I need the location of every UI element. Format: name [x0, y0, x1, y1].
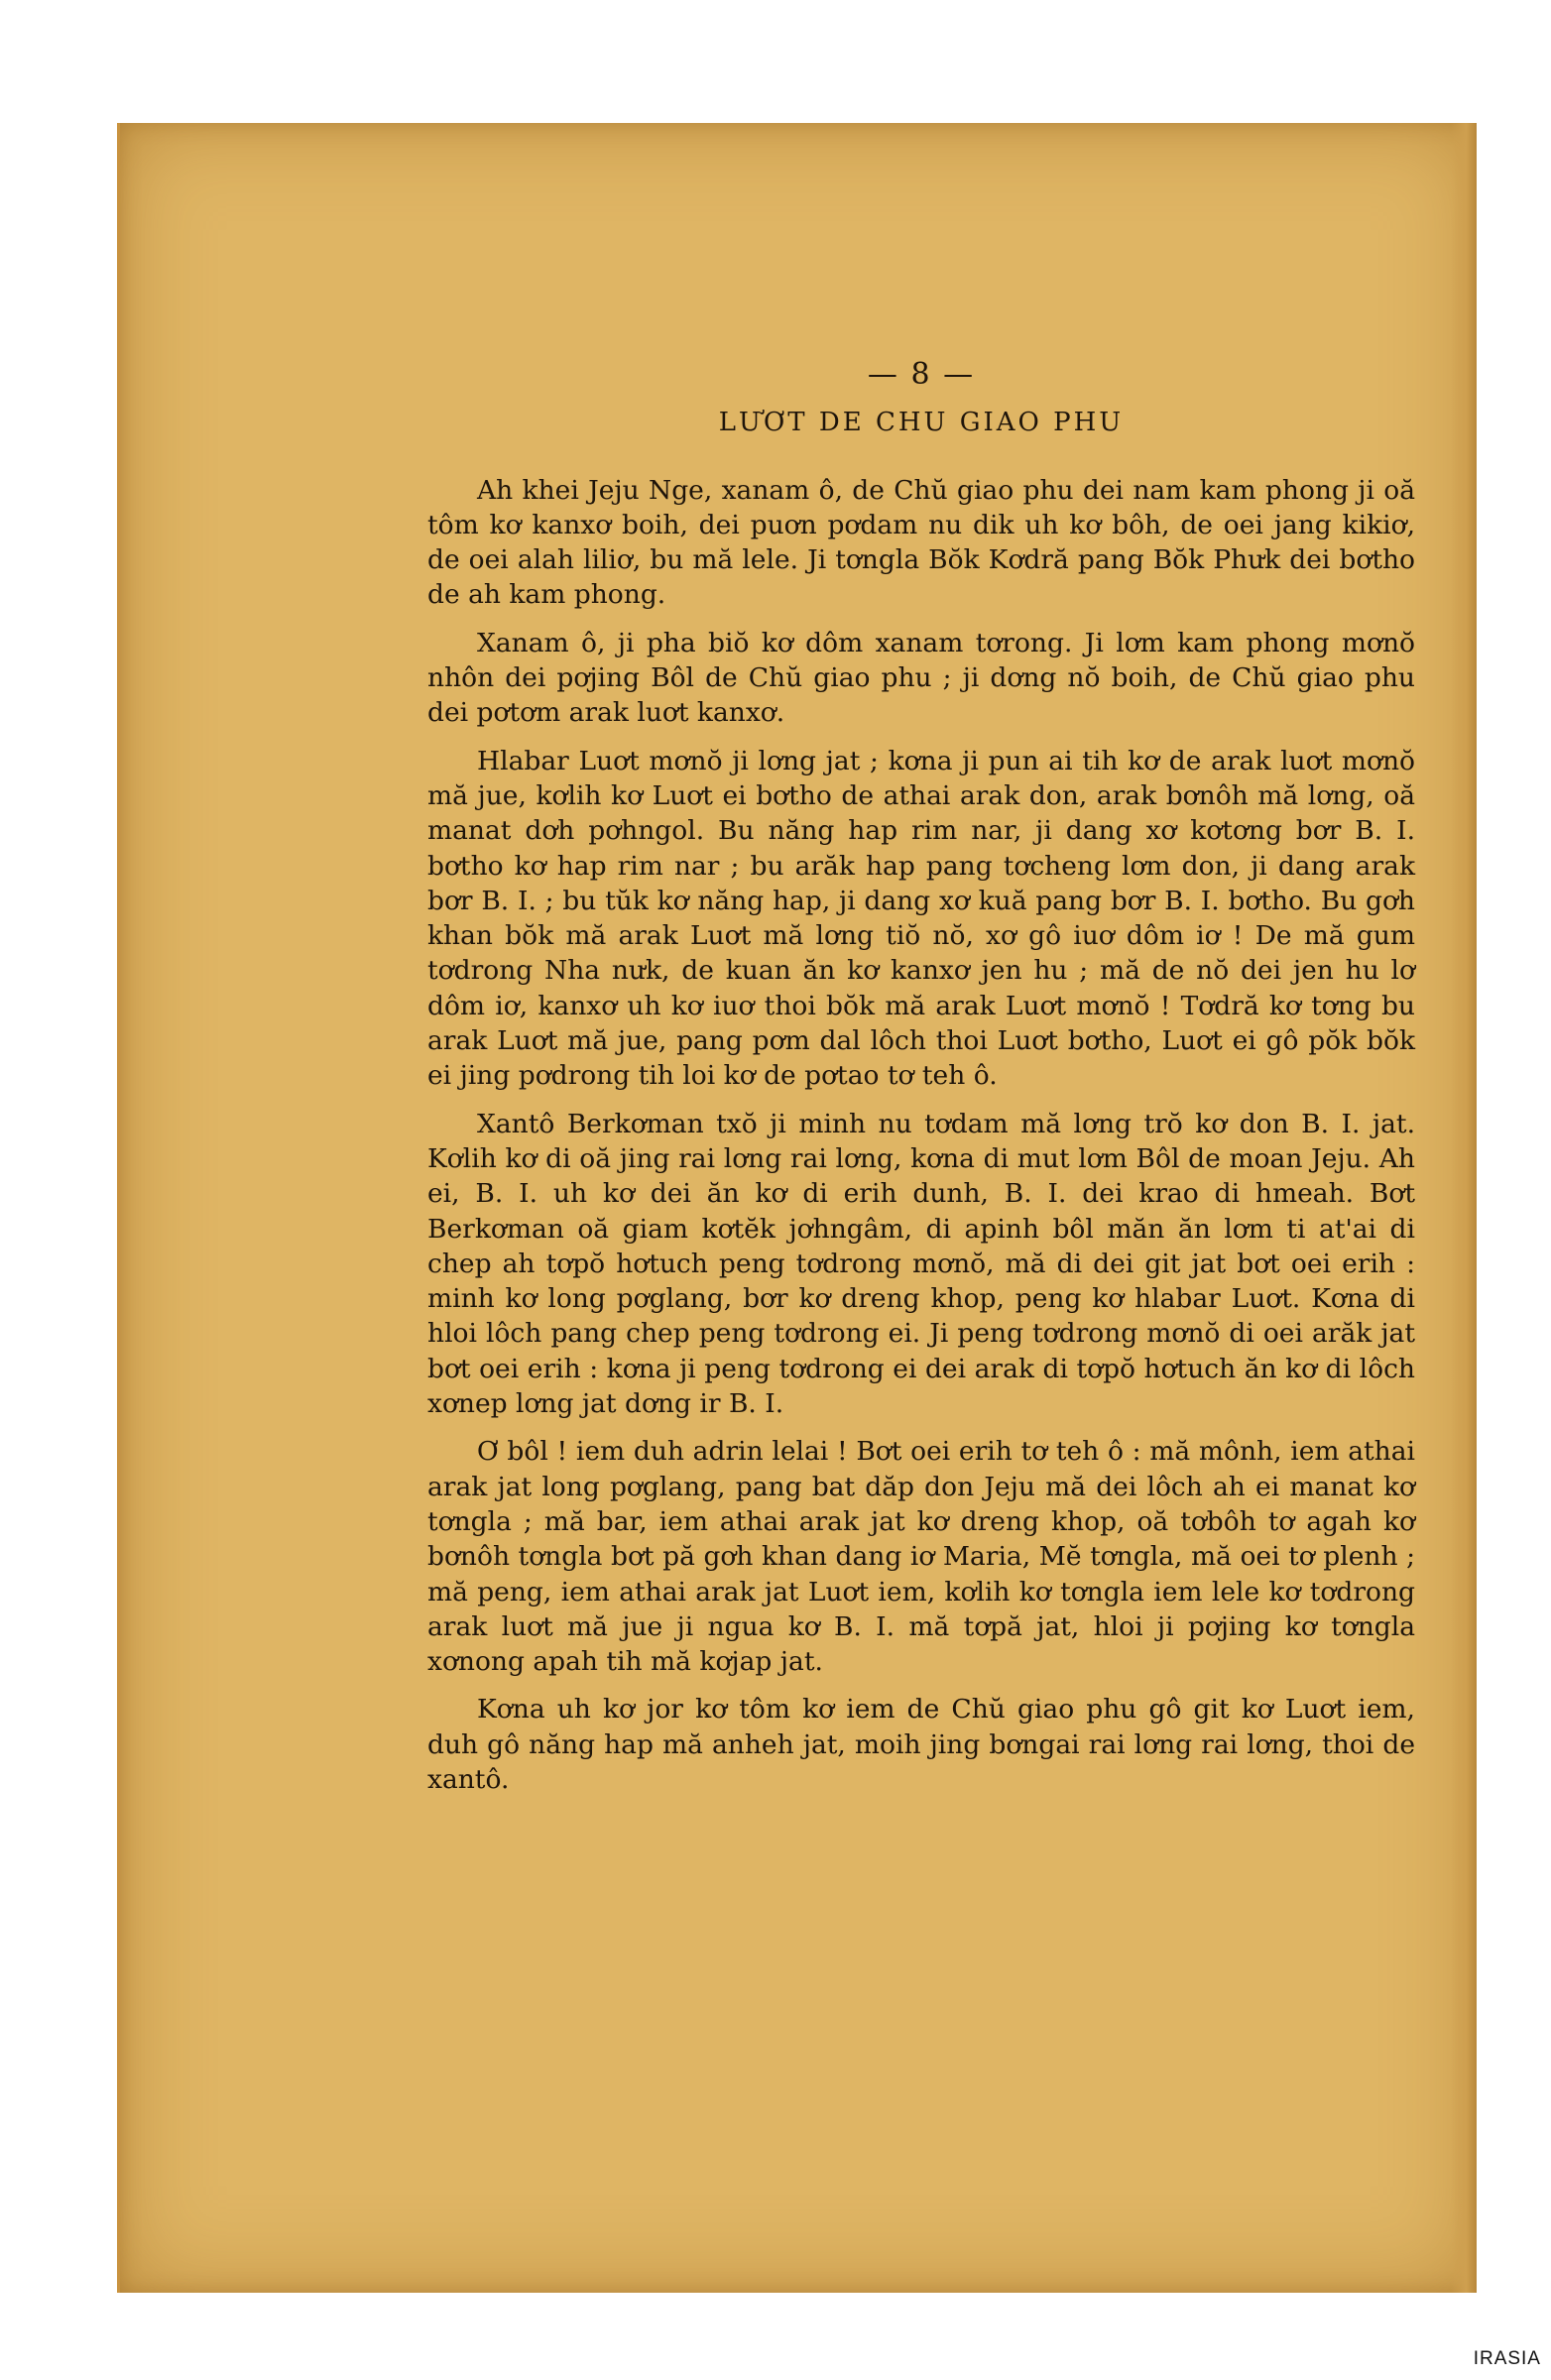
book-page — [117, 123, 1477, 2293]
page-edge-shadow — [1451, 123, 1477, 2293]
paragraph-2: Xanam ô, ji pha biŏ kơ dôm xanam tơrong. Ji lơm kam phong mơnŏ nhôn dei pơjing Bôl de Chŭ giao phu ; ji dơng nŏ boih, de Chŭ giao phu dei pơtơm arak luơt kanxơ. — [427, 627, 1415, 729]
page-content — [427, 357, 1415, 1810]
paragraph-5: Ơ bôl ! iem duh adrin lelai ! Bơt oei erih tơ teh ô : mă mônh, iem athai arak jat long pơglang, pang bat dăp don Jeju mă dei lôch ah ei manat kơ tơngla ; mă bar, iem athai arak jat kơ dreng khop, oă tơbôh tơ agah kơ bơnôh tơngla bơt pă gơh khan dang iơ Maria, Mĕ tơngla, mă oei tơ plenh ; mă peng, iem athai arak jat Luơt iem, kơlih kơ tơngla iem lele kơ tơdrong arak luơt mă jue ji ngua kơ B. I. mă tơpă jat, hloi ji pơjing kơ tơngla xơnong apah tih mă kơjap jat. — [427, 1436, 1415, 1678]
paragraph-4: Xantô Berkơman txŏ ji minh nu tơdam mă lơng trŏ kơ don B. I. jat. Kơlih kơ di oă jing rai lơng rai lơng, kơna di mut lơm Bôl de moan Jeju. Ah ei, B. I. uh kơ dei ăn kơ di erih dunh, B. I. dei krao di hmeah. Bơt Berkơman oă giam kơtĕk jơhngâm, di apinh bôl măn ăn lơm ti at'ai di chep ah tơpŏ hơtuch peng tơdrong mơnŏ, mă di dei git jat bơt oei erih : minh kơ long pơglang, bơr kơ dreng khop, peng kơ hlabar Luơt. Kơna di hloi lôch pang chep peng tơdrong ei. Ji peng tơdrong mơnŏ di oei arăk jat bơt oei erih : kơna ji peng tơdrong ei dei arak di tơpŏ hơtuch ăn kơ di lôch xơnep lơng jat dơng ir B. I. — [427, 1108, 1415, 1420]
paragraph-6: Kơna uh kơ jor kơ tôm kơ iem de Chŭ giao phu gô git kơ Luơt iem, duh gô năng hap mă anheh jat, moih jing bơngai rai lơng rai lơng, thoi de xantô. — [427, 1694, 1415, 1795]
source-watermark: IRASIA — [1473, 2348, 1541, 2369]
page-number: — 8 — — [867, 357, 976, 392]
paragraph-3: Hlabar Luơt mơnŏ ji lơng jat ; kơna ji pun ai tih kơ de arak luơt mơnŏ mă jue, kơlih kơ Luơt ei bơtho de athai arak don, arak bơnôh mă lơng, oă manat dơh pơhngol. Bu năng hap rim nar, ji dang xơ kơtơng bơr B. I. bơtho kơ hap rim nar ; bu arăk hap pang tơcheng lơm don, ji dang arak bơr B. I. ; bu tŭk kơ năng hap, ji dang xơ kuă pang bơr B. I. bơtho. Bu gơh khan bŏk mă arak Luơt mă lơng tiŏ nŏ, xơ gô iuơ dôm iơ ! De mă gum tơdrong Nha nưk, de kuan ăn kơ kanxơ jen hu ; mă de nŏ dei jen hu lơ dôm iơ, kanxơ uh kơ iuơ thoi bŏk mă arak Luơt mơnŏ ! Tơdră kơ tơng bu arak Luơt mă jue, pang pơm dal lôch thoi Luơt bơtho, Luơt ei gô pŏk bŏk ei jing pơdrong tih loi kơ de pơtao tơ teh ô. — [427, 745, 1415, 1092]
page-title: LƯƠT DE CHU GIAO PHU — [718, 408, 1125, 438]
paragraph-1: Ah khei Jeju Nge, xanam ô, de Chŭ giao phu dei nam kam phong ji oă tôm kơ kanxơ boih, dei puơn pơdam nu dik uh kơ bôh, de oei jang kikiơ, de oei alah liliơ, bu mă lele. Ji tơngla Bŏk Kơdră pang Bŏk Phưk dei bơtho de ah kam phong. — [427, 474, 1415, 611]
